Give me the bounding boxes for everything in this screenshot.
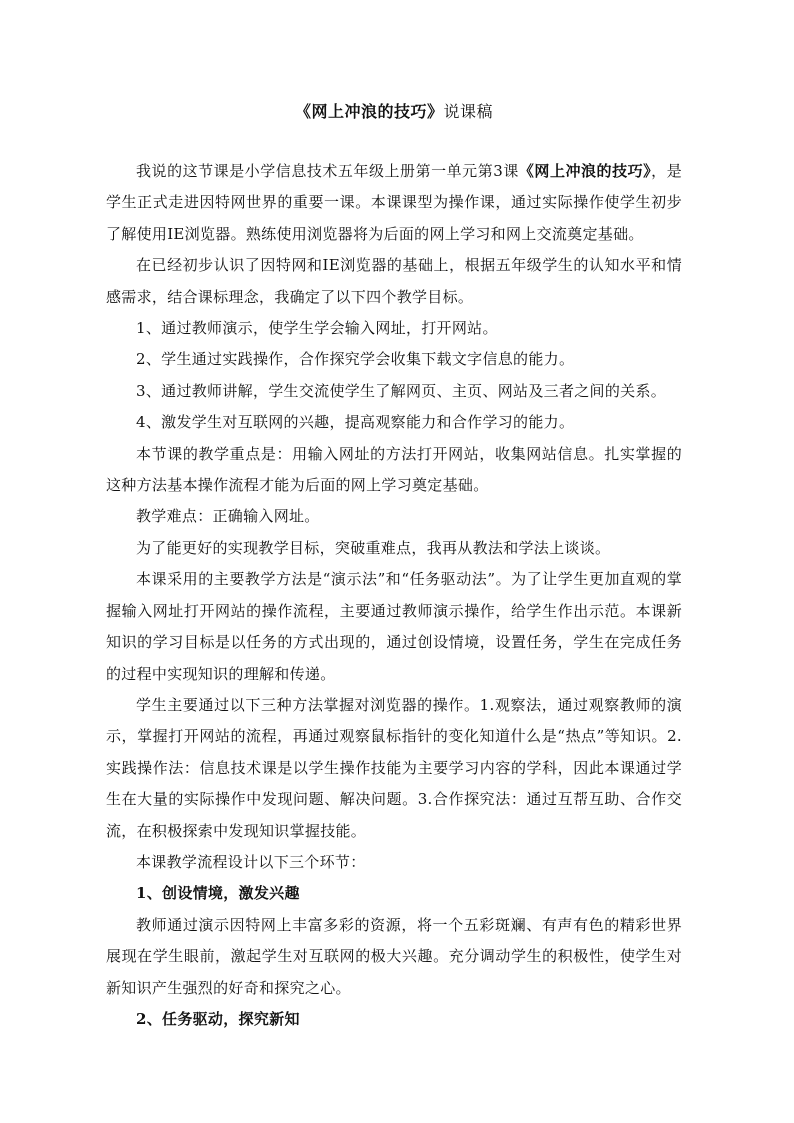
key-point-paragraph: 本节课的教学重点是：用输入网址的方法打开网站，收集网站信息。扎实掌握的这种方法基本操作流程才能为后面的网上学习奠定基础。 — [106, 444, 682, 495]
learning-methods-paragraph: 学生主要通过以下三种方法掌握对浏览器的操作。1.观察法，通过观察教师的演示，掌握打开网站的流程，再通过观察鼠标指针的变化知道什么是“热点”等知识。2.实践操作法：信息技术课是以学生操作技能为主要学习内容的学科，因此本课通过学生在大量的实际操作中发现问题、解决问题。3.合作探究法：通过互帮互助、合作交流，在积极探索中发现知识掌握技能。 — [106, 695, 682, 840]
intro-paragraph — [106, 156, 682, 250]
intro-prefix: 我说的这节课是小学信息技术五年级上册第一单元第3课 — [136, 162, 519, 180]
section-1-heading: 1、创设情境，激发兴趣 — [136, 884, 300, 903]
objective-1: 1、通过教师演示，使学生学会输入网址，打开网站。 — [136, 319, 498, 338]
teaching-methods-paragraph: 本课采用的主要教学方法是“演示法”和“任务驱动法”。为了让学生更加直观的掌握输入网址打开网站的操作流程，主要通过教师演示操作，给学生作出示范。本课新知识的学习目标是以任务的方式出现的，通过创设情境，设置任务，学生在完成任务的过程中实现知识的理解和传递。 — [106, 570, 682, 683]
section-2-heading: 2、任务驱动，探究新知 — [136, 1009, 300, 1028]
objectives-intro-paragraph: 在已经初步认识了因特网和IE浏览器的基础上，根据五年级学生的认知水平和情感需求，结合课标理念，我确定了以下四个教学目标。 — [106, 256, 682, 306]
objective-2: 2、学生通过实践操作，合作探究学会收集下载文字信息的能力。 — [136, 350, 575, 369]
intro-suffix: ，是学生正式走进因特网世界的重要一课。本课课型为操作课，通过实际操作使学生初步了解使用IE浏览器。熟练使用浏览器将为后面的网上学习和网上交流奠定基础。 — [106, 162, 683, 243]
title-suffix: 说课稿 — [443, 102, 494, 121]
methods-intro-paragraph: 为了能更好的实现教学目标，突破重难点，我再从教法和学法上谈谈。 — [136, 538, 611, 557]
objective-4: 4、激发学生对互联网的兴趣，提高观察能力和合作学习的能力。 — [136, 413, 575, 432]
objective-3: 3、通过教师讲解，学生交流使学生了解网页、主页、网站及三者之间的关系。 — [136, 381, 667, 400]
document-title — [106, 96, 682, 128]
title-course-name: 《网上冲浪的技巧》 — [294, 102, 444, 121]
difficulty-paragraph: 教学难点：正确输入网址。 — [136, 507, 320, 526]
process-intro-paragraph: 本课教学流程设计以下三个环节： — [136, 852, 366, 871]
section-1-body: 教师通过演示因特网上丰富多彩的资源，将一个五彩斑斓、有声有色的精彩世界展现在学生眼前，激起学生对互联网的极大兴趣。充分调动学生的积极性，使学生对新知识产生强烈的好奇和探究之心。 — [106, 915, 682, 997]
document-content — [106, 96, 682, 1035]
intro-course-name: 《网上冲浪的技巧》 — [518, 162, 652, 180]
